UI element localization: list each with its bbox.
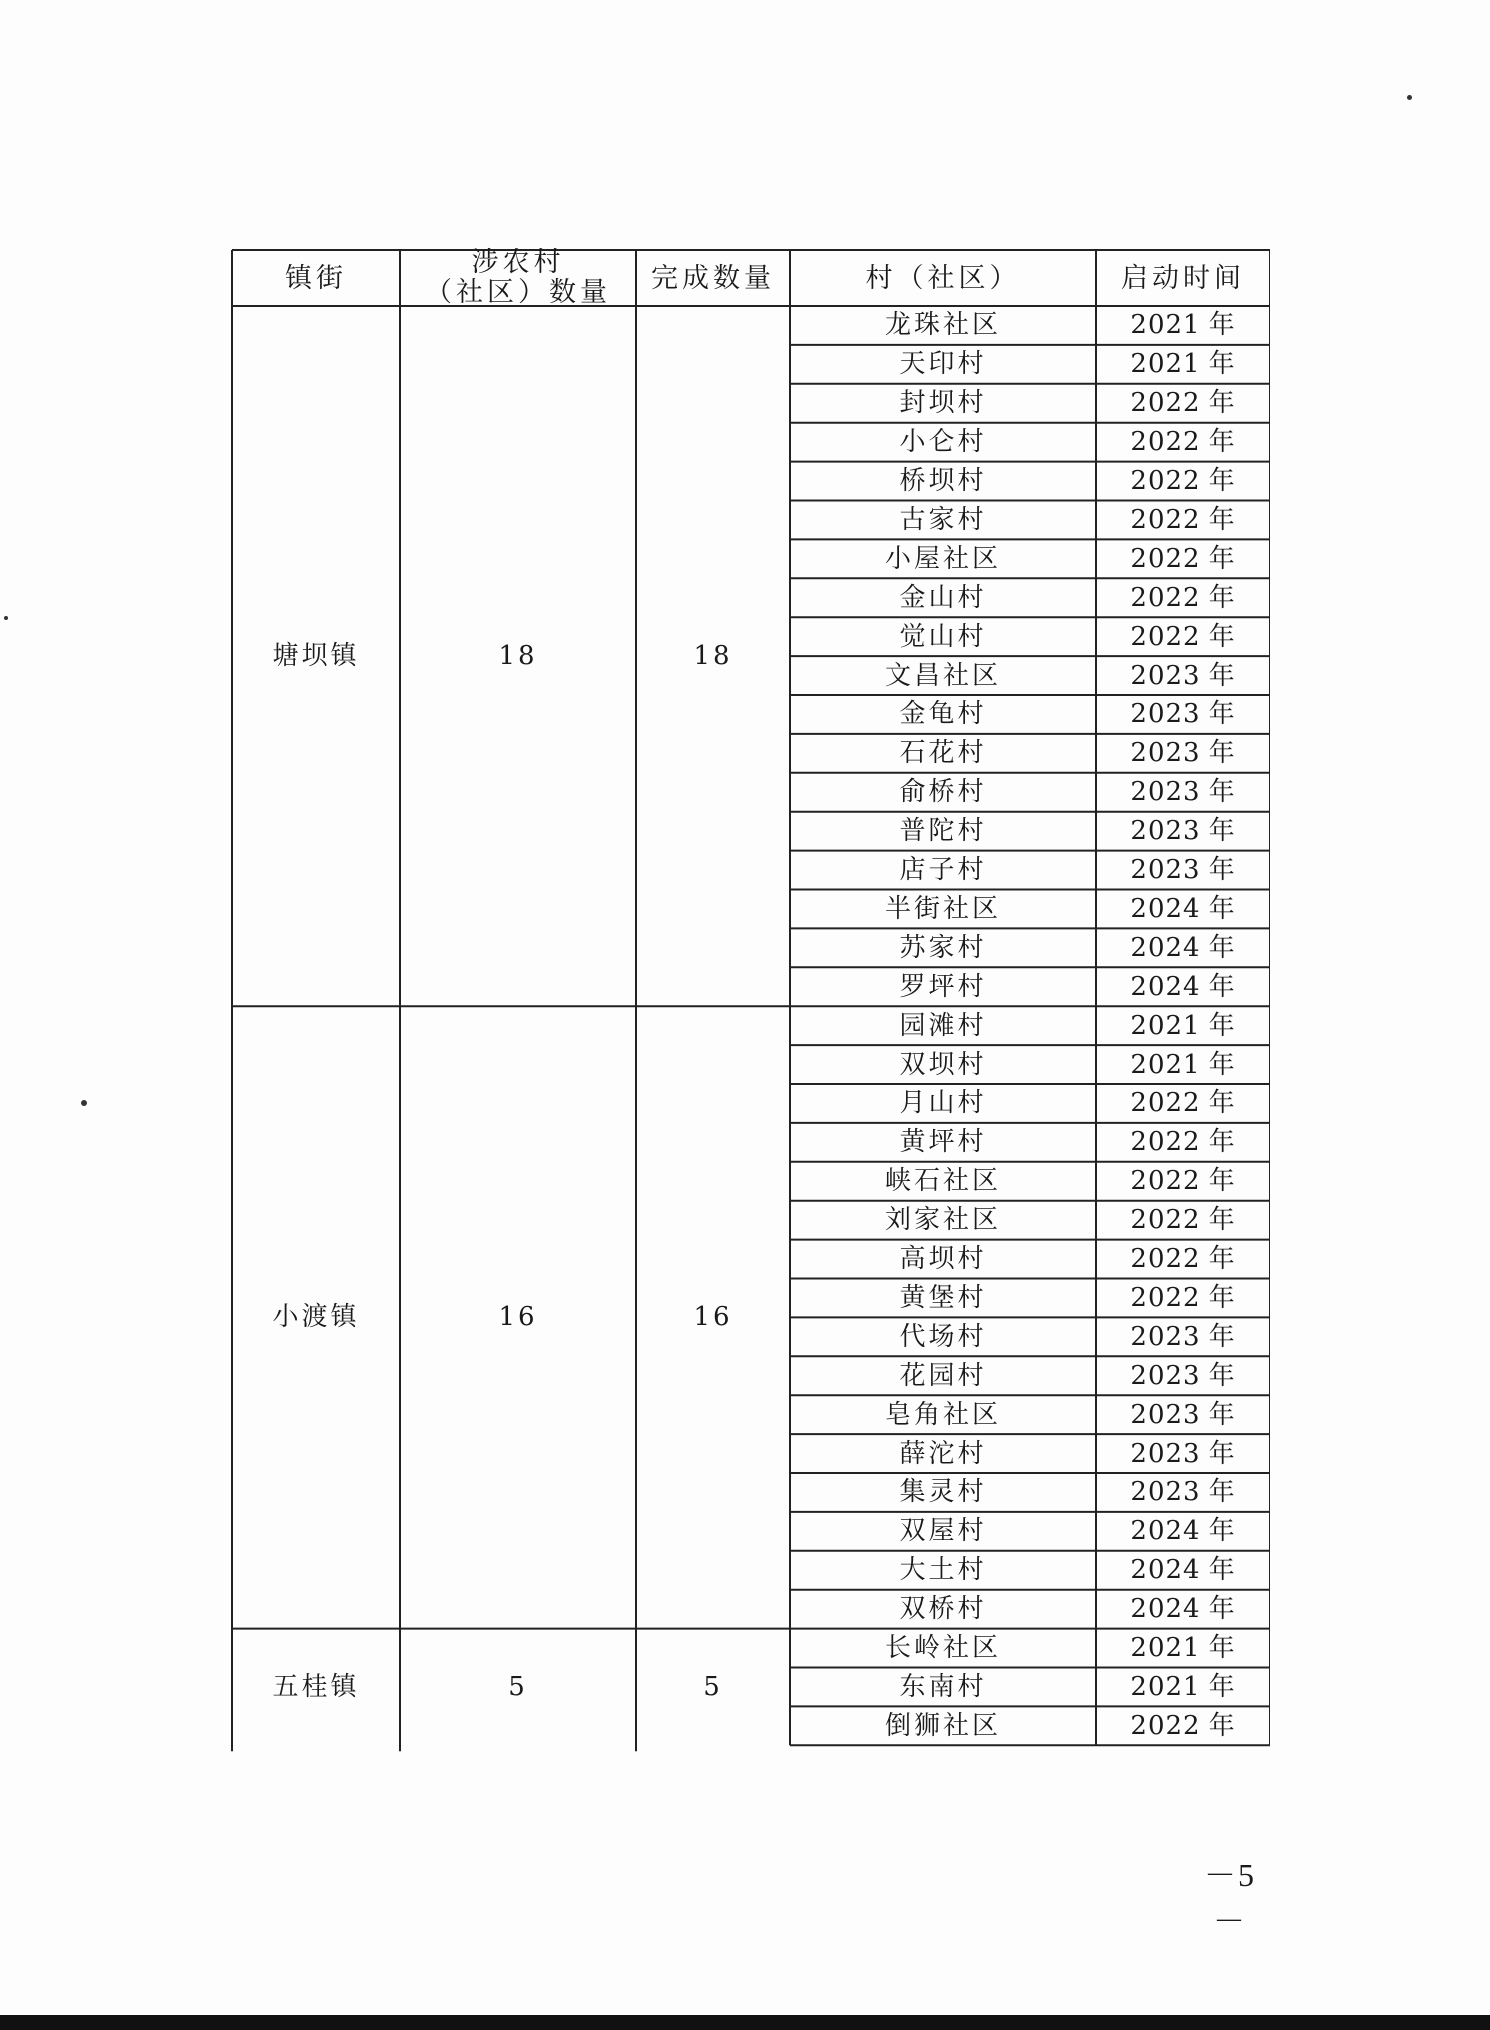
start-year — [1096, 578, 1270, 617]
scan-edge — [0, 2015, 1490, 2030]
start-year-unit: 年 — [1208, 1360, 1236, 1391]
start-year-unit: 年 — [1208, 582, 1236, 613]
start-year — [1096, 539, 1270, 578]
header-village-count-line-1: 涉农村 — [471, 247, 565, 278]
start-year — [1096, 773, 1270, 812]
header-village-count — [400, 247, 636, 308]
start-year-value: 2021 — [1130, 310, 1201, 341]
village-name: 双屋村 — [899, 1516, 987, 1547]
start-year-unit: 年 — [1208, 1633, 1236, 1664]
start-year — [1096, 1356, 1270, 1395]
start-year-unit: 年 — [1208, 466, 1236, 497]
scan-speck — [81, 1100, 87, 1106]
header-completed: 完成数量 — [651, 262, 775, 294]
start-year-value: 2023 — [1130, 738, 1201, 769]
start-year — [1096, 1084, 1270, 1123]
start-year-value: 2022 — [1130, 543, 1201, 574]
village-name: 双坝村 — [899, 1049, 987, 1080]
header-village: 村（社区） — [865, 262, 1021, 294]
start-year-value: 2022 — [1130, 1205, 1201, 1236]
start-year-unit: 年 — [1208, 1710, 1236, 1741]
start-year — [1096, 928, 1270, 967]
start-year-value: 2022 — [1130, 1710, 1201, 1741]
village-name: 天印村 — [899, 349, 987, 380]
village-name: 峡石社区 — [884, 1166, 1001, 1197]
village-name: 金龟村 — [899, 699, 987, 730]
start-year — [1096, 617, 1270, 656]
start-year-unit: 年 — [1208, 1049, 1236, 1080]
village-name: 桥坝村 — [899, 466, 987, 497]
start-year-unit: 年 — [1208, 1244, 1236, 1275]
start-year-unit: 年 — [1208, 1127, 1236, 1158]
start-year-value: 2021 — [1130, 1010, 1201, 1041]
start-year-value: 2023 — [1130, 1321, 1201, 1352]
scan-speck — [1407, 95, 1412, 100]
start-year-unit: 年 — [1208, 777, 1236, 808]
start-year — [1096, 1706, 1270, 1745]
start-year-value: 2023 — [1130, 855, 1201, 886]
start-year-value: 2023 — [1130, 777, 1201, 808]
village-name: 普陀村 — [899, 816, 987, 847]
start-year-value: 2022 — [1130, 1127, 1201, 1158]
village-count: 18 — [498, 641, 538, 672]
completed-count: 5 — [703, 1671, 723, 1702]
start-year-unit: 年 — [1208, 504, 1236, 535]
completed-count: 18 — [693, 641, 733, 672]
town-name: 小渡镇 — [272, 1302, 360, 1333]
completed-count: 16 — [693, 1302, 733, 1333]
village-name: 罗坪村 — [899, 971, 987, 1002]
start-year-unit: 年 — [1208, 1088, 1236, 1119]
start-year-unit: 年 — [1208, 427, 1236, 458]
start-year — [1096, 812, 1270, 851]
village-name: 薛沱村 — [899, 1438, 987, 1469]
start-year-unit: 年 — [1208, 1438, 1236, 1469]
village-name: 集灵村 — [899, 1477, 987, 1508]
header-town: 镇街 — [285, 262, 347, 294]
village-name: 倒狮社区 — [884, 1710, 1001, 1741]
start-year-value: 2023 — [1130, 699, 1201, 730]
start-year — [1096, 1045, 1270, 1084]
start-year-value: 2023 — [1130, 816, 1201, 847]
start-year-value: 2022 — [1130, 504, 1201, 535]
start-year — [1096, 695, 1270, 734]
start-year — [1096, 384, 1270, 423]
start-year — [1096, 656, 1270, 695]
start-year-unit: 年 — [1208, 621, 1236, 652]
village-count: 16 — [498, 1302, 538, 1333]
village-name: 双桥村 — [899, 1594, 987, 1625]
header-village-count-line-2: （社区）数量 — [425, 277, 611, 308]
village-name: 小仑村 — [899, 427, 987, 458]
village-name: 长岭社区 — [884, 1633, 1001, 1664]
page-number: －5－ — [1203, 1857, 1256, 1939]
start-year — [1096, 423, 1270, 462]
town-name: 五桂镇 — [272, 1671, 360, 1702]
village-name: 石花村 — [899, 738, 987, 769]
start-year-value: 2021 — [1130, 349, 1201, 380]
start-year-value: 2021 — [1130, 1671, 1201, 1702]
start-year-unit: 年 — [1208, 1166, 1236, 1197]
village-name: 文昌社区 — [884, 660, 1001, 691]
start-year — [1096, 1006, 1270, 1045]
start-year — [1096, 1512, 1270, 1551]
start-year-value: 2023 — [1130, 1399, 1201, 1430]
start-year-value: 2022 — [1130, 1166, 1201, 1197]
start-year-value: 2022 — [1130, 388, 1201, 419]
village-name: 花园村 — [899, 1360, 987, 1391]
start-year — [1096, 462, 1270, 501]
start-year-value: 2022 — [1130, 466, 1201, 497]
town-name: 塘坝镇 — [272, 641, 360, 672]
start-year — [1096, 501, 1270, 540]
start-year-value: 2023 — [1130, 1360, 1201, 1391]
start-year-unit: 年 — [1208, 1399, 1236, 1430]
start-year-value: 2022 — [1130, 621, 1201, 652]
start-year-value: 2022 — [1130, 1088, 1201, 1119]
start-year-unit: 年 — [1208, 1477, 1236, 1508]
start-year-unit: 年 — [1208, 1516, 1236, 1547]
village-count: 5 — [508, 1671, 528, 1702]
start-year-unit: 年 — [1208, 855, 1236, 886]
start-year-value: 2022 — [1130, 1244, 1201, 1275]
village-name: 大土村 — [899, 1555, 987, 1586]
start-year — [1096, 1473, 1270, 1512]
start-year-unit: 年 — [1208, 816, 1236, 847]
village-name: 黄堡村 — [899, 1282, 987, 1313]
village-name: 代场村 — [899, 1321, 987, 1352]
start-year-unit: 年 — [1208, 1010, 1236, 1041]
start-year — [1096, 1279, 1270, 1318]
village-name: 觉山村 — [899, 621, 987, 652]
village-name: 龙珠社区 — [884, 310, 1001, 341]
start-year — [1096, 1240, 1270, 1279]
start-year — [1096, 1395, 1270, 1434]
village-name: 金山村 — [899, 582, 987, 613]
start-year — [1096, 1201, 1270, 1240]
start-year — [1096, 1162, 1270, 1201]
start-year — [1096, 1629, 1270, 1668]
start-year-unit: 年 — [1208, 893, 1236, 924]
scan-speck — [4, 616, 8, 620]
start-year-value: 2024 — [1130, 893, 1201, 924]
start-year-unit: 年 — [1208, 932, 1236, 963]
start-year-value: 2023 — [1130, 660, 1201, 691]
start-year — [1096, 1551, 1270, 1590]
village-name: 古家村 — [899, 504, 987, 535]
start-year-unit: 年 — [1208, 1205, 1236, 1236]
start-year-value: 2024 — [1130, 1555, 1201, 1586]
start-year — [1096, 1317, 1270, 1356]
start-year-value: 2022 — [1130, 427, 1201, 458]
start-year-value: 2021 — [1130, 1049, 1201, 1080]
start-year-unit: 年 — [1208, 310, 1236, 341]
start-year-value: 2023 — [1130, 1477, 1201, 1508]
start-year-unit: 年 — [1208, 1321, 1236, 1352]
village-name: 半街社区 — [884, 893, 1001, 924]
start-year-unit: 年 — [1208, 349, 1236, 380]
village-name: 皂角社区 — [884, 1399, 1001, 1430]
start-year — [1096, 1123, 1270, 1162]
start-year — [1096, 1668, 1270, 1707]
start-year-unit: 年 — [1208, 1594, 1236, 1625]
village-name: 店子村 — [899, 855, 987, 886]
start-year-value: 2024 — [1130, 971, 1201, 1002]
start-year — [1096, 734, 1270, 773]
start-year-unit: 年 — [1208, 388, 1236, 419]
header-start-time: 启动时间 — [1121, 262, 1245, 294]
village-name: 高坝村 — [899, 1244, 987, 1275]
start-year — [1096, 306, 1270, 345]
start-year-value: 2022 — [1130, 582, 1201, 613]
start-year-value: 2023 — [1130, 1438, 1201, 1469]
start-year-unit: 年 — [1208, 1671, 1236, 1702]
village-name: 东南村 — [899, 1671, 987, 1702]
village-name: 黄坪村 — [899, 1127, 987, 1158]
start-year-unit: 年 — [1208, 699, 1236, 730]
start-year — [1096, 1434, 1270, 1473]
start-year-value: 2024 — [1130, 1516, 1201, 1547]
village-name: 园滩村 — [899, 1010, 987, 1041]
start-year — [1096, 1590, 1270, 1629]
start-year-value: 2022 — [1130, 1282, 1201, 1313]
start-year — [1096, 345, 1270, 384]
start-year-unit: 年 — [1208, 543, 1236, 574]
start-year-unit: 年 — [1208, 738, 1236, 769]
start-year-value: 2024 — [1130, 932, 1201, 963]
start-year-unit: 年 — [1208, 660, 1236, 691]
village-name: 月山村 — [899, 1088, 987, 1119]
village-name: 刘家社区 — [884, 1205, 1001, 1236]
start-year-unit: 年 — [1208, 971, 1236, 1002]
village-name: 苏家村 — [899, 932, 987, 963]
start-year-value: 2021 — [1130, 1633, 1201, 1664]
village-name: 小屋社区 — [884, 543, 1001, 574]
start-year-unit: 年 — [1208, 1282, 1236, 1313]
start-year — [1096, 851, 1270, 890]
village-name: 封坝村 — [899, 388, 987, 419]
start-year-value: 2024 — [1130, 1594, 1201, 1625]
start-year-unit: 年 — [1208, 1555, 1236, 1586]
start-year — [1096, 890, 1270, 929]
village-name: 俞桥村 — [899, 777, 987, 808]
start-year — [1096, 967, 1270, 1006]
